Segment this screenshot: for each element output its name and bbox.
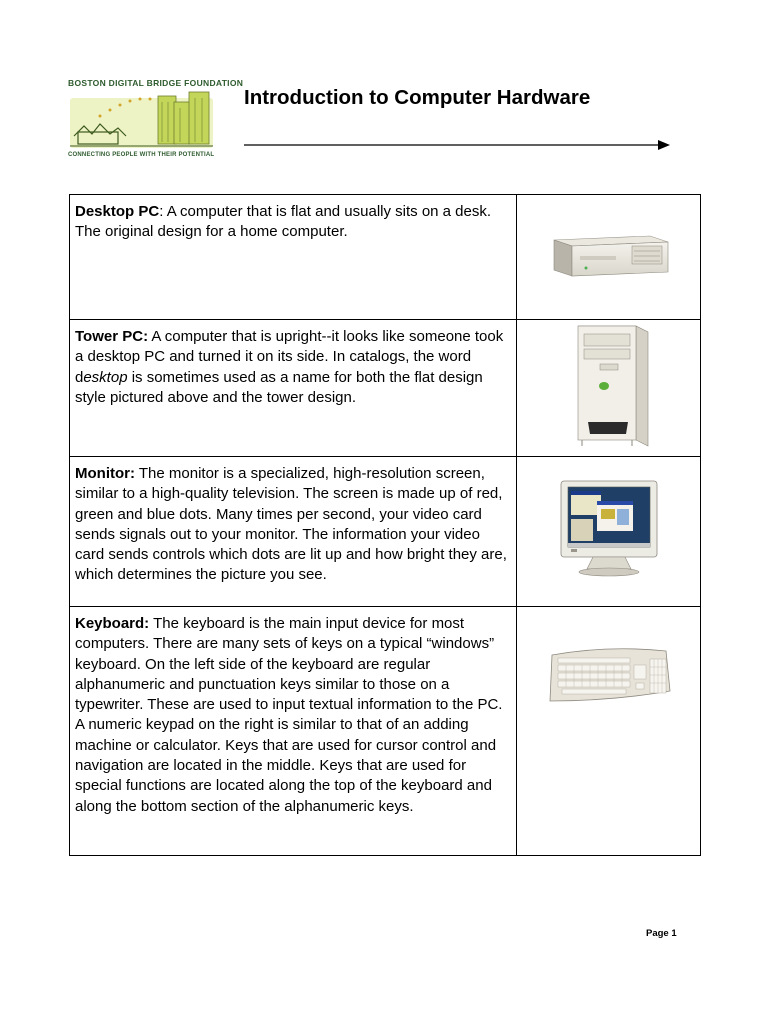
table-row-keyboard	[70, 607, 701, 856]
term-label: Tower PC:	[75, 328, 149, 345]
keyboard-description	[70, 607, 517, 856]
emphasis-text: esktop	[83, 368, 128, 386]
table-row-monitor	[70, 457, 701, 607]
table-row-desktop-pc	[70, 195, 701, 320]
logo-tagline: CONNECTING PEOPLE WITH THEIR POTENTIAL	[68, 152, 215, 158]
definition-text: The monitor is a specialized, high-resolution screen, similar to a high-quality television. The screen is made up of red, green and blue dots. Many times per second, your video card sends signals out to your monitor. The information your video card sends controls which dots are lit up and how bright they are, which determines the picture you see.	[75, 465, 507, 584]
foundation-logo	[68, 78, 244, 164]
title-arrow-icon	[244, 138, 672, 152]
tower-pc-icon	[564, 322, 654, 450]
keyboard-icon	[546, 645, 672, 711]
term-label: Monitor:	[75, 465, 135, 482]
monitor-icon	[557, 477, 661, 581]
definition-text: A computer that is upright--it looks like someone took a desktop PC and turned it on its side. In catalogs, the word d	[75, 328, 504, 386]
definition-text: A computer that is flat and usually sits on a desk. The original design for a home computer.	[75, 203, 492, 241]
tower-pc-image	[517, 320, 701, 457]
term-label: Desktop PC	[75, 203, 160, 220]
logo-name: BOSTON DIGITAL BRIDGE FOUNDATION	[68, 78, 244, 88]
keyboard-image	[517, 607, 701, 856]
monitor-description	[70, 457, 517, 607]
page-number: Page 1	[646, 928, 677, 939]
monitor-image	[517, 457, 701, 607]
page-title: Introduction to Computer Hardware	[244, 86, 591, 109]
desktop-pc-image	[517, 195, 701, 320]
tower-pc-description	[70, 320, 517, 457]
skyline-logo-icon	[70, 90, 215, 150]
term-label: Keyboard:	[75, 615, 150, 632]
hardware-table	[69, 194, 701, 856]
desktop-pc-description: Desktop PC: A computer that is flat and usually sits on a desk. The original design for a home computer.	[70, 195, 517, 320]
definition-text: The keyboard is the main input device for most computers. There are many sets of keys on a typical “windows” keyboard. On the left side of the keyboard are regular alphanumeric and punctuation keys similar to those on a typewriter. These are used to input textual information to the PC. A numeric keypad on the right is similar to that of an adding machine or calculator. Keys that are used for cursor control and navigation are located in the middle. Keys that are used for special functions are located along the top of the keyboard and along the bottom section of the alphanumeric keys.	[75, 615, 503, 815]
desktop-pc-icon	[546, 230, 672, 280]
table-row-tower-pc	[70, 320, 701, 457]
definition-text-cont: is sometimes used as a name for both the flat design style pictured above and the tower design.	[75, 368, 483, 406]
